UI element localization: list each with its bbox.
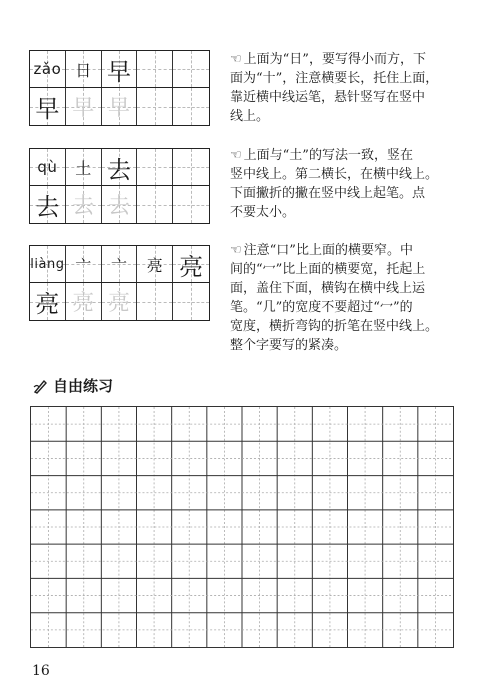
note-line: 宽度，横折弯钩的折笔在竖中线上。	[230, 319, 439, 334]
model-char: 去	[35, 193, 60, 221]
empty-cell	[137, 186, 173, 223]
practice-row	[29, 186, 210, 224]
note-line: 上面与“土”的写法一致，竖在	[243, 148, 413, 163]
free-practice-grid[interactable]	[30, 406, 454, 648]
empty-cell	[173, 51, 209, 87]
note-line: 笔。“几”的宽度不要超过“冖”的	[230, 300, 413, 315]
note-line: 下面撇折的撇在竖中线上起笔。点	[230, 186, 426, 201]
stroke-order-row	[29, 245, 210, 283]
pinyin-cell	[30, 149, 66, 185]
trace-char: 亮	[72, 291, 95, 316]
stroke-step: 亠	[75, 255, 92, 275]
pointing-hand-icon: ☜	[230, 52, 242, 67]
practice-row	[29, 283, 210, 321]
lesson-zao-note	[230, 50, 456, 126]
stroke-step: 亮	[179, 252, 204, 281]
note-line: 间的“冖”比上面的横要宽，托起上	[230, 262, 426, 277]
model-cell	[30, 283, 66, 320]
pinyin: liàng	[30, 256, 65, 272]
page-number: 16	[32, 663, 50, 679]
trace-cell	[66, 88, 102, 125]
trace-cell	[66, 186, 102, 223]
pointing-hand-icon: ☜	[230, 243, 242, 258]
pinyin: qù	[37, 158, 58, 176]
lesson-liang-note	[230, 241, 456, 355]
trace-char: 早	[72, 96, 95, 121]
model-cell	[30, 88, 66, 125]
trace-char: 早	[107, 96, 130, 121]
empty-cell	[173, 186, 209, 223]
lesson-qu-grid	[29, 148, 210, 224]
trace-cell	[66, 283, 102, 320]
stroke-cell	[102, 246, 138, 282]
trace-cell	[102, 186, 138, 223]
trace-char: 去	[72, 194, 95, 219]
stroke-cell	[102, 149, 138, 185]
lesson-qu-note	[230, 146, 456, 222]
pointing-hand-icon: ☜	[230, 148, 242, 163]
stroke-cell	[173, 246, 209, 282]
note-line: 面，盖住下面，横钩在横中线上运	[230, 281, 426, 296]
pen-icon	[33, 378, 49, 394]
empty-cell	[137, 88, 173, 125]
stroke-step: 亮	[146, 255, 163, 275]
note-line: 竖中线上。第二横长，在横中线上。	[230, 167, 439, 182]
section-title	[33, 375, 113, 396]
stroke-step: 去	[106, 155, 131, 184]
note-line: 注意“口”比上面的横要窄。中	[243, 243, 413, 258]
pinyin: zǎo	[33, 60, 62, 78]
trace-char: 亮	[107, 291, 130, 316]
empty-cell	[137, 51, 173, 87]
note-line: 面为“十”，注意横要长，托住上面，	[230, 71, 439, 86]
stroke-order-row	[29, 148, 210, 186]
stroke-cell	[137, 246, 173, 282]
trace-cell	[102, 88, 138, 125]
note-line: 靠近横中线运笔，悬针竖写在竖中	[230, 90, 426, 105]
section-title-text: 自由练习	[53, 377, 114, 395]
pinyin-cell	[30, 51, 66, 87]
empty-cell	[137, 149, 173, 185]
stroke-step: 早	[106, 57, 131, 86]
practice-row	[29, 88, 210, 126]
trace-char: 去	[107, 194, 130, 219]
note-line: 线上。	[230, 109, 270, 124]
note-line: 不要太小。	[230, 205, 296, 220]
note-line: 整个字要写的紧凑。	[230, 338, 348, 353]
empty-cell	[173, 88, 209, 125]
empty-cell	[173, 149, 209, 185]
lesson-liang-grid	[29, 245, 210, 321]
stroke-step: 土	[75, 158, 92, 178]
stroke-step: 日	[75, 60, 92, 80]
model-cell	[30, 186, 66, 223]
model-char: 亮	[35, 290, 60, 318]
note-line: 上面为“日”，要写得小而方，下	[243, 52, 426, 67]
stroke-cell	[66, 246, 102, 282]
stroke-order-row	[29, 50, 210, 88]
pinyin-cell	[30, 246, 66, 282]
stroke-cell	[66, 149, 102, 185]
stroke-cell	[102, 51, 138, 87]
lesson-zao-grid	[29, 50, 210, 126]
stroke-cell	[66, 51, 102, 87]
stroke-step: 亠	[110, 255, 127, 275]
empty-cell	[137, 283, 173, 320]
model-char: 早	[35, 95, 60, 123]
trace-cell	[102, 283, 138, 320]
empty-cell	[173, 283, 209, 320]
